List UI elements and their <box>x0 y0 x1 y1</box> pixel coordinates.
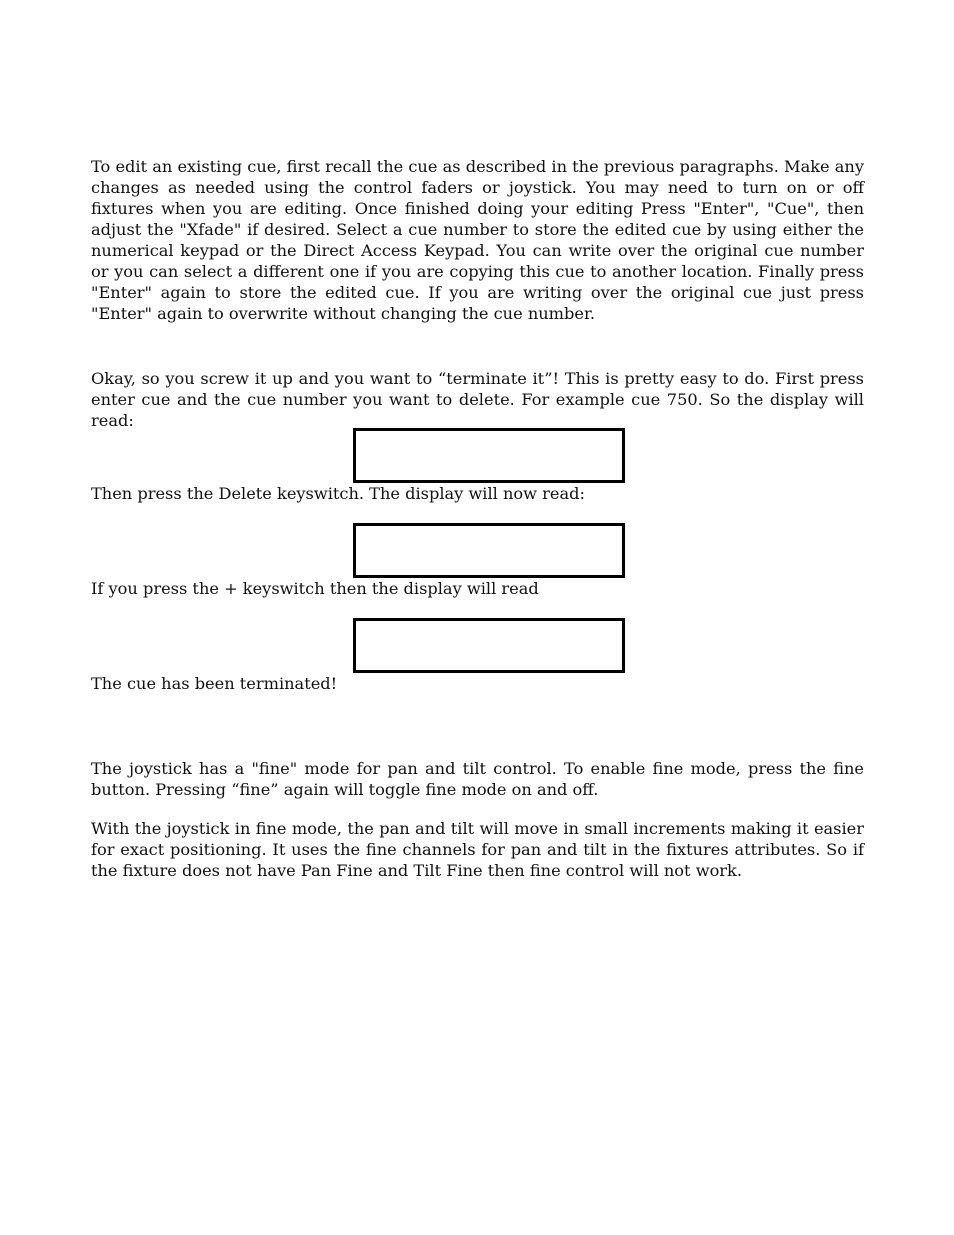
paragraph-fine-mode-2: With the joystick in fine mode, the pan and tilt will move in small increments making it easier for exact positioning. It uses the fine channels for pan and tilt in the fixtures attributes. So if the fixture does not have Pan Fine and Tilt Fine then fine control will not work. <box>91 819 864 880</box>
paragraph-delete-step-2: Then press the Delete keyswitch. The display will now read: <box>91 484 585 503</box>
paragraph-delete-step-3: If you press the + keyswitch then the display will read <box>91 579 539 598</box>
paragraph-delete-cue: Okay, so you screw it up and you want to “terminate it”! This is pretty easy to do. First press enter cue and the cue number you want to delete. For example cue 750. So the display will read: <box>91 369 864 430</box>
paragraph-fine-mode-1: The joystick has a "fine" mode for pan and tilt control. To enable fine mode, press the fine button. Pressing “fine” again will toggle fine mode on and off. <box>91 759 864 799</box>
lcd-display-box-3 <box>353 618 625 673</box>
lcd-display-box-1 <box>353 428 625 483</box>
paragraph-edit-cue: To edit an existing cue, first recall the cue as described in the previous paragraphs. Make any changes as needed using the control faders or joystick. You may need to turn on or off fixtures when you are editing. Once finished doing your editing Press "Enter", "Cue", then adjust the "Xfade" if desired. Select a cue number to store the edited cue by using either the numerical keypad or the Direct Access Keypad. You can write over the original cue number or you can select a different one if you are copying this cue to another location. Finally press "Enter" again to store the edited cue. If you are writing over the original cue just press "Enter" again to overwrite without changing the cue number. <box>91 157 864 323</box>
paragraph-delete-done: The cue has been terminated! <box>91 674 338 693</box>
lcd-display-box-2 <box>353 523 625 578</box>
